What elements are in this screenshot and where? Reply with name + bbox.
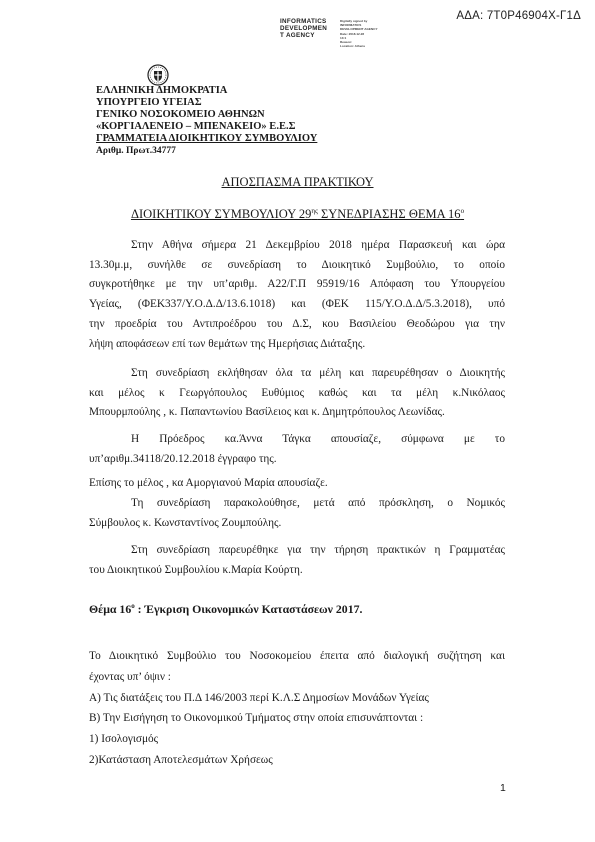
greek-emblem-icon [147, 64, 169, 86]
ida-line1: INFORMATICS [280, 18, 327, 25]
header-ministry: ΥΠΟΥΡΓΕΙΟ ΥΓΕΙΑΣ [96, 97, 202, 109]
text-line: του Διοικητικού Συμβουλίου κ.Μαρία Κούρτη. [89, 563, 303, 576]
paragraph-absence-member [89, 474, 505, 494]
signature-line: INFORMATICS [340, 23, 362, 28]
text-line: Μπουρμπούλης , κ. Παπαντωνίου Βασίλειος και κ. Δημητρόπουλος Λεωνίδας. [89, 406, 445, 419]
ada-code: ΑΔΑ: 7Τ0Ρ46904Χ-Γ1Δ [456, 10, 581, 22]
text-line: Επίσης το μέλος , κα Αμοργιανού Μαρία απουσίαζε. [89, 477, 328, 489]
paragraph-legal-advisor [89, 494, 505, 533]
list-item: Β) Την Εισήγηση το Οικονομικού Τμήματος στην οποία επισυνάπτονται : [89, 712, 424, 725]
ida-line2: DEVELOPMEN [280, 25, 328, 33]
document-title: ΑΠΟΣΠΑΣΜΑ ΠΡΑΚΤΙΚΟΥ [221, 175, 374, 189]
text-line: Υγείας, (ΦΕΚ337/Υ.Ο.Δ.Δ/13.6.1018) και (ΦΕΚ 115/Υ.Ο.Δ.Δ/5.3.2018), υπό [89, 298, 505, 311]
signature-line: Reason: [340, 40, 353, 45]
text-line: Η Πρόεδρος κα.Άννα Τάγκα απουσίαζε, σύμφωνα με το [131, 433, 505, 445]
text-line: υπ’αριθμ.34118/20.12.2018 έγγραφο της. [89, 452, 277, 465]
text-line: λήψη αποφάσεων επί των θεμάτων της Ημερήσιας Διάταξης. [89, 337, 366, 350]
ida-logo-text [280, 18, 327, 40]
list-item: 1) Ισολογισμός [89, 733, 159, 746]
text-line: συγκροτήθηκε με την υπ’αριθμ. Α22/Γ.Π 95919/16 Απόφαση του Υπουργείου [89, 278, 505, 291]
signature-line: 13:1 [340, 35, 347, 40]
ida-line3: T AGENCY [280, 32, 315, 40]
header-secretariat: ΓΡΑΜΜΑΤΕΙΑ ΔΙΟΙΚΗΤΙΚΟΥ ΣΥΜΒΟΥΛΙΟΥ [96, 133, 318, 145]
header-country: ΕΛΛΗΝΙΚΗ ΔΗΜΟΚΡΑΤΙΑ [96, 85, 228, 96]
text-line: έχοντας υπ’ όψιν : [89, 670, 171, 683]
theme-text: : Έγκριση Οικονομικών Καταστάσεων 2017. [134, 602, 363, 616]
text-line: Σύμβουλος κ. Κωνσταντίνος Ζουμπούλης. [89, 516, 282, 529]
text-line: Στη συνεδρίαση παρευρέθηκε για την τήρηση πρακτικών η Γραμματέας [131, 544, 505, 556]
theme-heading [89, 602, 362, 617]
page-number: 1 [500, 782, 506, 794]
subtitle-sup: ο [460, 207, 465, 215]
paragraph-secretary [89, 541, 505, 580]
signature-line: Location: Athens [340, 44, 366, 49]
signature-line: DEVELOPMENT AGENCY [340, 27, 378, 32]
paragraph-decision-basis [89, 646, 505, 771]
signature-line: Digitally signed by [340, 19, 368, 23]
text-line: Στην Αθήνα σήμερα 21 Δεκεμβρίου 2018 ημέρα Παρασκευή και ώρα [131, 239, 505, 251]
header-hospital: ΓΕΝΙΚΟ ΝΟΣΟΚΟΜΕΙΟ ΑΘΗΝΩΝ [96, 109, 265, 121]
header-hospital-name: «ΚΟΡΓΙΑΛΕΝΕΙΟ – ΜΠΕΝΑΚΕΙΟ» Ε.Ε.Σ [96, 121, 296, 133]
theme-text: Θέμα 16 [89, 602, 132, 616]
text-line: Το Διοικητικό Συμβούλιο του Νοσοκομείου έπειτα από διαλογική συζήτηση και [89, 650, 505, 662]
subtitle-sup: ης [311, 207, 318, 215]
text-line: Τη συνεδρίαση παρακολούθησε, μετά από πρόσκληση, ο Νομικός [131, 497, 505, 509]
signature-line: Date: 2018.12.28 [340, 31, 365, 36]
letterhead [96, 85, 317, 158]
text-line: και μέλος κ Γεωργόπουλος Ευθύμιος καθώς και τα μέλη κ.Νικόλαος [89, 386, 505, 399]
text-line: 13.30μ.μ, συνήλθε σε συνεδρίαση το Διοικητικό Συμβούλιο, το οποίο [89, 258, 505, 271]
meeting-subtitle [0, 207, 595, 222]
protocol-number: Αριθμ. Πρωτ.34777 [96, 146, 176, 157]
paragraph-absence-president [89, 430, 505, 469]
digital-signature-text [340, 19, 378, 48]
text-line: Στη συνεδρίαση εκλήθησαν όλα τα μέλη και παρευρέθησαν ο Διοικητής [131, 367, 505, 379]
list-item: Α) Τις διατάξεις του Π.Δ 146/2003 περί Κ.Λ.Σ Δημοσίων Μονάδων Υγείας [89, 691, 429, 704]
theme-sup: ο [131, 602, 135, 611]
paragraph-attendees [89, 364, 505, 423]
text-line: την προεδρία του Αντιπροέδρου του Δ.Σ, κου Βασιλείου Θεοδώρου για την [89, 317, 505, 330]
subtitle-text: ΔΙΟΙΚΗΤΙΚΟΥ ΣΥΜΒΟΥΛΙΟΥ 29 [130, 207, 312, 222]
paragraph-meeting-info [89, 236, 505, 354]
list-item: 2)Κατάσταση Αποτελεσμάτων Χρήσεως [89, 753, 273, 766]
subtitle-text: ΣΥΝΕΔΡΙΑΣΗΣ ΘΕΜΑ 16 [317, 207, 461, 222]
